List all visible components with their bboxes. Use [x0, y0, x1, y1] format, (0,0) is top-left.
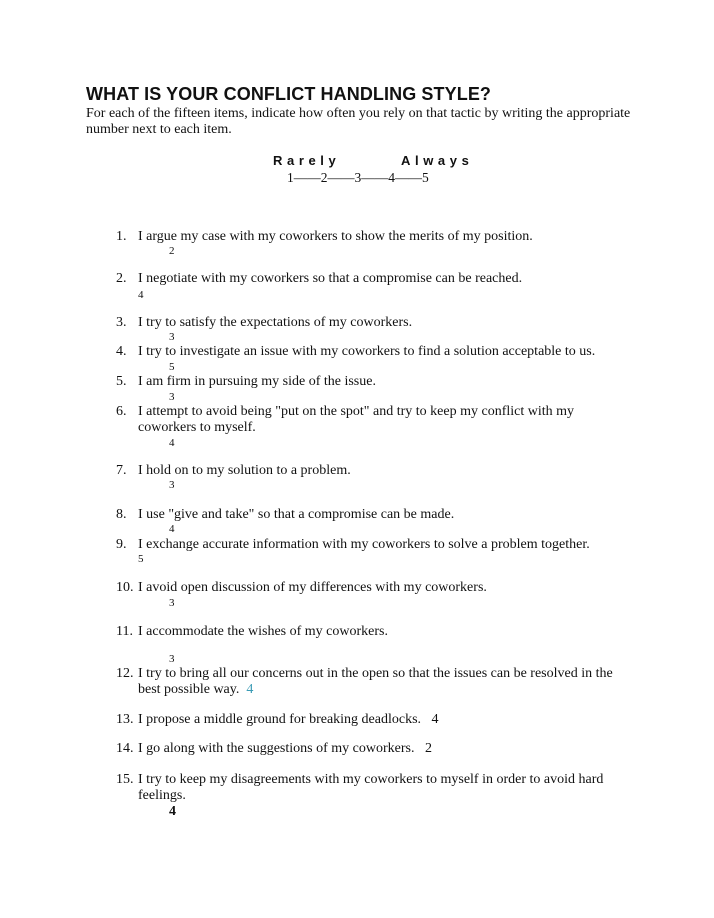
- item-text-continued: [138, 682, 253, 698]
- item-number: 5.: [116, 374, 127, 389]
- item-text: I try to investigate an issue with my coworkers to find a solution acceptable to us.: [138, 344, 596, 359]
- item-number: 13.: [116, 712, 134, 727]
- item-text-line: best possible way.: [138, 682, 240, 697]
- item-number: 14.: [116, 741, 134, 756]
- item-text: I try to satisfy the expectations of my coworkers.: [138, 315, 413, 330]
- scale-low-label: Rarely: [273, 153, 341, 168]
- item-rating: 3: [169, 479, 175, 491]
- item-number: 6.: [116, 404, 127, 419]
- item-text: [138, 712, 439, 728]
- item-number: 4.: [116, 344, 127, 359]
- item-text: I attempt to avoid being "put on the spot" and try to keep my conflict with my: [138, 404, 575, 419]
- item-rating: 4: [169, 437, 175, 449]
- item-rating: 4: [169, 804, 176, 819]
- item-text: I avoid open discussion of my differences with my coworkers.: [138, 580, 487, 595]
- instructions: For each of the fifteen items, indicate how often you rely on that tactic by writing the appropriate number next to each item.: [86, 106, 631, 137]
- item-number: 11.: [116, 624, 133, 639]
- item-text: I try to bring all our concerns out in the open so that the issues can be resolved in the: [138, 666, 613, 681]
- item-text: I accommodate the wishes of my coworkers.: [138, 624, 388, 639]
- item-number: 2.: [116, 271, 127, 286]
- item-number: 15.: [116, 772, 134, 787]
- scale-line: 1——2——3——4——5: [287, 170, 429, 185]
- item-rating: 4: [138, 289, 144, 301]
- item-rating: 3: [169, 653, 175, 665]
- item-rating: 3: [169, 597, 175, 609]
- item-number: 8.: [116, 507, 127, 522]
- item-number: 9.: [116, 537, 127, 552]
- item-rating: 3: [169, 391, 175, 403]
- item-text-line: I propose a middle ground for breaking deadlocks.: [138, 712, 422, 727]
- item-rating: 2: [424, 741, 432, 756]
- item-rating: 4: [169, 523, 175, 535]
- item-text-continued: feelings.: [138, 788, 186, 803]
- item-rating: 4: [431, 712, 439, 727]
- item-rating: 5: [169, 361, 175, 373]
- item-text: I use "give and take" so that a compromise can be made.: [138, 507, 455, 522]
- item-number: 10.: [116, 580, 134, 595]
- item-text: I try to keep my disagreements with my coworkers to myself in order to avoid hard: [138, 772, 604, 787]
- item-text: I argue my case with my coworkers to show the merits of my position.: [138, 229, 533, 244]
- item-text: I exchange accurate information with my coworkers to solve a problem together.: [138, 537, 590, 552]
- item-text-line: I go along with the suggestions of my coworkers.: [138, 741, 415, 756]
- item-text-continued: coworkers to myself.: [138, 420, 256, 435]
- item-text: [138, 741, 432, 757]
- item-rating: 2: [169, 245, 175, 257]
- item-text: I am firm in pursuing my side of the issue.: [138, 374, 376, 389]
- item-number: 7.: [116, 463, 127, 478]
- item-rating: 4: [246, 682, 254, 697]
- item-number: 1.: [116, 229, 127, 244]
- item-text: I hold on to my solution to a problem.: [138, 463, 351, 478]
- item-number: 3.: [116, 315, 127, 330]
- item-number: 12.: [116, 666, 134, 681]
- item-rating: 3: [169, 331, 175, 343]
- item-text: I negotiate with my coworkers so that a compromise can be reached.: [138, 271, 523, 286]
- page-title: WHAT IS YOUR CONFLICT HANDLING STYLE?: [86, 84, 492, 104]
- item-rating: 5: [138, 553, 144, 565]
- scale-high-label: Always: [401, 153, 474, 168]
